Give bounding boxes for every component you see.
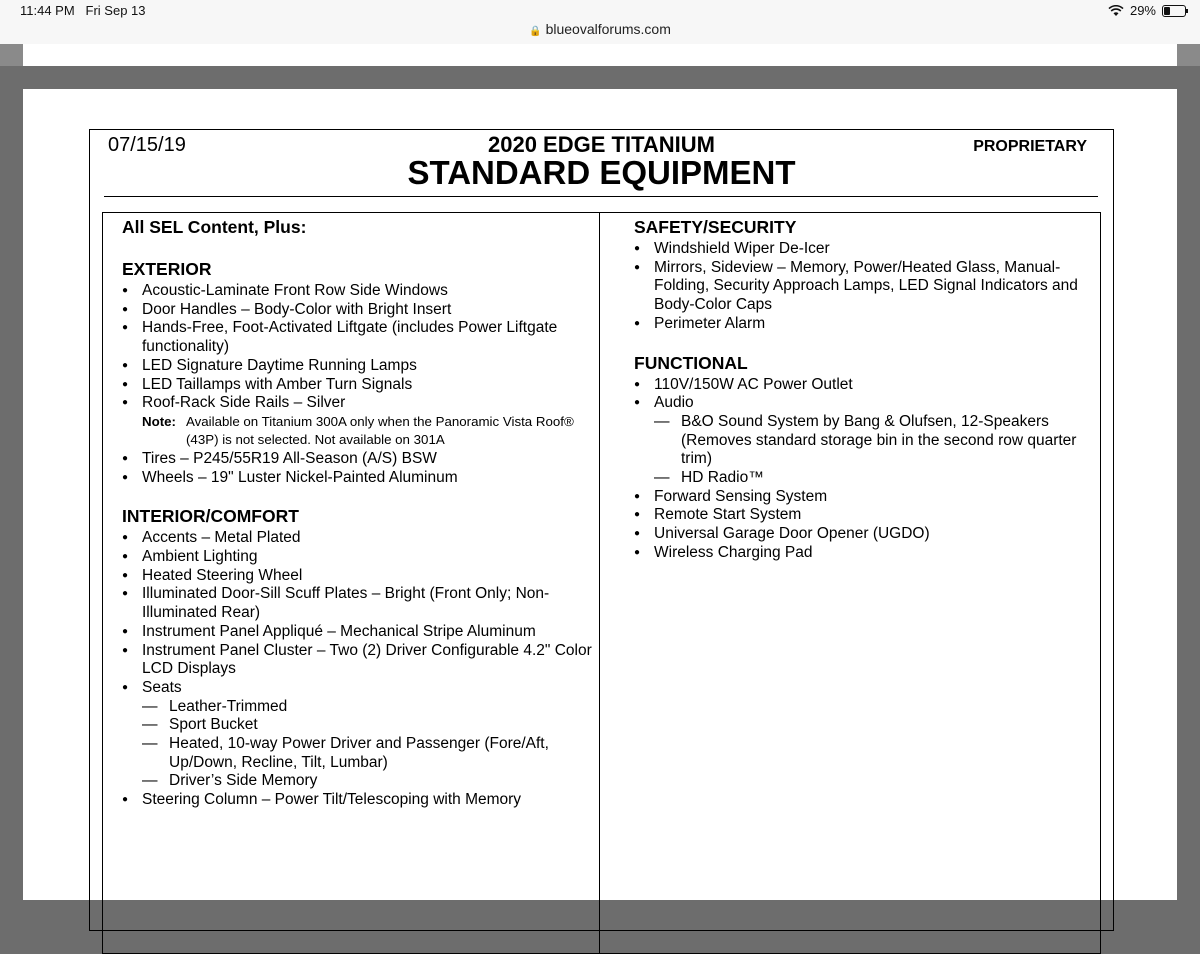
list-item: ● Illuminated Door-Sill Scuff Plates – Bright (Front Only; Non-Illuminated Rear) — [122, 585, 592, 622]
list-item: ● Roof-Rack Side Rails – Silver — [122, 394, 592, 413]
list-item: ● Perimeter Alarm — [634, 315, 1094, 334]
safety-list — [634, 240, 1094, 334]
list-item: ● Universal Garage Door Opener (UGDO) — [634, 525, 1094, 544]
list-item: ● 110V/150W AC Power Outlet — [634, 376, 1094, 395]
status-bar — [0, 0, 1200, 44]
roof-rack-note — [122, 413, 592, 450]
doc-model: 2020 EDGE TITANIUM — [488, 132, 715, 157]
address-bar[interactable] — [0, 21, 1200, 37]
interior-list — [122, 529, 592, 810]
viewer-gutter-left — [0, 44, 23, 66]
list-item: ● Instrument Panel Cluster – Two (2) Driver Configurable 4.2" Color LCD Displays — [122, 642, 592, 679]
lock-icon: 🔒 — [529, 26, 542, 37]
status-right — [1108, 3, 1186, 18]
list-item: ● Forward Sensing System — [634, 488, 1094, 507]
url-text: blueovalforums.com — [545, 21, 671, 37]
battery-percent: 29% — [1129, 3, 1156, 18]
sub-list-item: — Driver’s Side Memory — [122, 772, 592, 791]
sub-list-item: — Heated, 10-way Power Driver and Passenger (Fore/Aft, Up/Down, Recline, Tilt, Lumbar) — [122, 735, 592, 772]
list-item: ● Acoustic-Laminate Front Row Side Windows — [122, 282, 592, 301]
page-frame — [89, 129, 1114, 931]
doc-date: 07/15/19 — [108, 134, 186, 156]
left-column — [122, 217, 592, 810]
list-item: ● Accents – Metal Plated — [122, 529, 592, 548]
functional-list — [634, 376, 1094, 563]
list-item: ● Heated Steering Wheel — [122, 567, 592, 586]
status-time: 11:44 PM — [20, 3, 75, 18]
sub-list-item: — B&O Sound System by Bang & Olufsen, 12-Speakers (Removes standard storage bin in the second row quarter trim) — [634, 413, 1094, 469]
sub-list-item: — Leather-Trimmed — [122, 698, 592, 717]
status-time-date — [20, 3, 146, 18]
wifi-icon — [1108, 5, 1124, 17]
list-item: ● Mirrors, Sideview – Memory, Power/Heated Glass, Manual-Folding, Security Approach Lamps, LED Signal Indicators and Body-Color Caps — [634, 259, 1094, 315]
list-item: ● Wheels – 19" Luster Nickel-Painted Aluminum — [122, 469, 592, 488]
right-column — [634, 217, 1094, 563]
functional-heading: FUNCTIONAL — [634, 352, 748, 373]
safety-heading: SAFETY/SECURITY — [634, 217, 797, 237]
battery-icon — [1162, 5, 1186, 17]
previous-page — [23, 44, 1177, 66]
content-box — [102, 212, 1101, 954]
exterior-list — [122, 282, 592, 413]
column-divider — [599, 213, 600, 953]
list-item: ● Seats — [122, 679, 592, 698]
interior-heading: INTERIOR/COMFORT — [122, 506, 299, 527]
sub-list-item: — HD Radio™ — [634, 469, 1094, 488]
list-item: ● Instrument Panel Appliqué – Mechanical Stripe Aluminum — [122, 623, 592, 642]
header-rule — [104, 196, 1098, 197]
note-text: Available on Titanium 300A only when the Panoramic Vista Roof® (43P) is not selected. Not available on 301A — [186, 413, 574, 448]
list-item: ● LED Signature Daytime Running Lamps — [122, 357, 592, 376]
list-item: ● Hands-Free, Foot-Activated Liftgate (includes Power Liftgate functionality) — [122, 319, 592, 356]
viewer-gutter-right — [1177, 44, 1200, 66]
battery-level — [1164, 7, 1170, 15]
document-page — [23, 89, 1177, 900]
intro-heading: All SEL Content, Plus: — [122, 217, 307, 237]
note-label: Note: — [142, 413, 176, 429]
list-item: ● Steering Column – Power Tilt/Telescoping with Memory — [122, 791, 592, 810]
exterior-list-2 — [122, 450, 592, 487]
doc-heading: STANDARD EQUIPMENT — [407, 154, 796, 191]
list-item: ● LED Taillamps with Amber Turn Signals — [122, 376, 592, 395]
status-date: Fri Sep 13 — [85, 3, 146, 18]
list-item: ● Audio — [634, 394, 1094, 413]
list-item: ● Ambient Lighting — [122, 548, 592, 567]
sub-list-item: — Sport Bucket — [122, 716, 592, 735]
list-item: ● Door Handles – Body-Color with Bright Insert — [122, 301, 592, 320]
list-item: ● Windshield Wiper De-Icer — [634, 240, 1094, 259]
list-item: ● Tires – P245/55R19 All-Season (A/S) BSW — [122, 450, 592, 469]
proprietary-label: PROPRIETARY — [973, 138, 1087, 155]
exterior-heading: EXTERIOR — [122, 259, 212, 279]
list-item: ● Remote Start System — [634, 506, 1094, 525]
list-item: ● Wireless Charging Pad — [634, 544, 1094, 563]
